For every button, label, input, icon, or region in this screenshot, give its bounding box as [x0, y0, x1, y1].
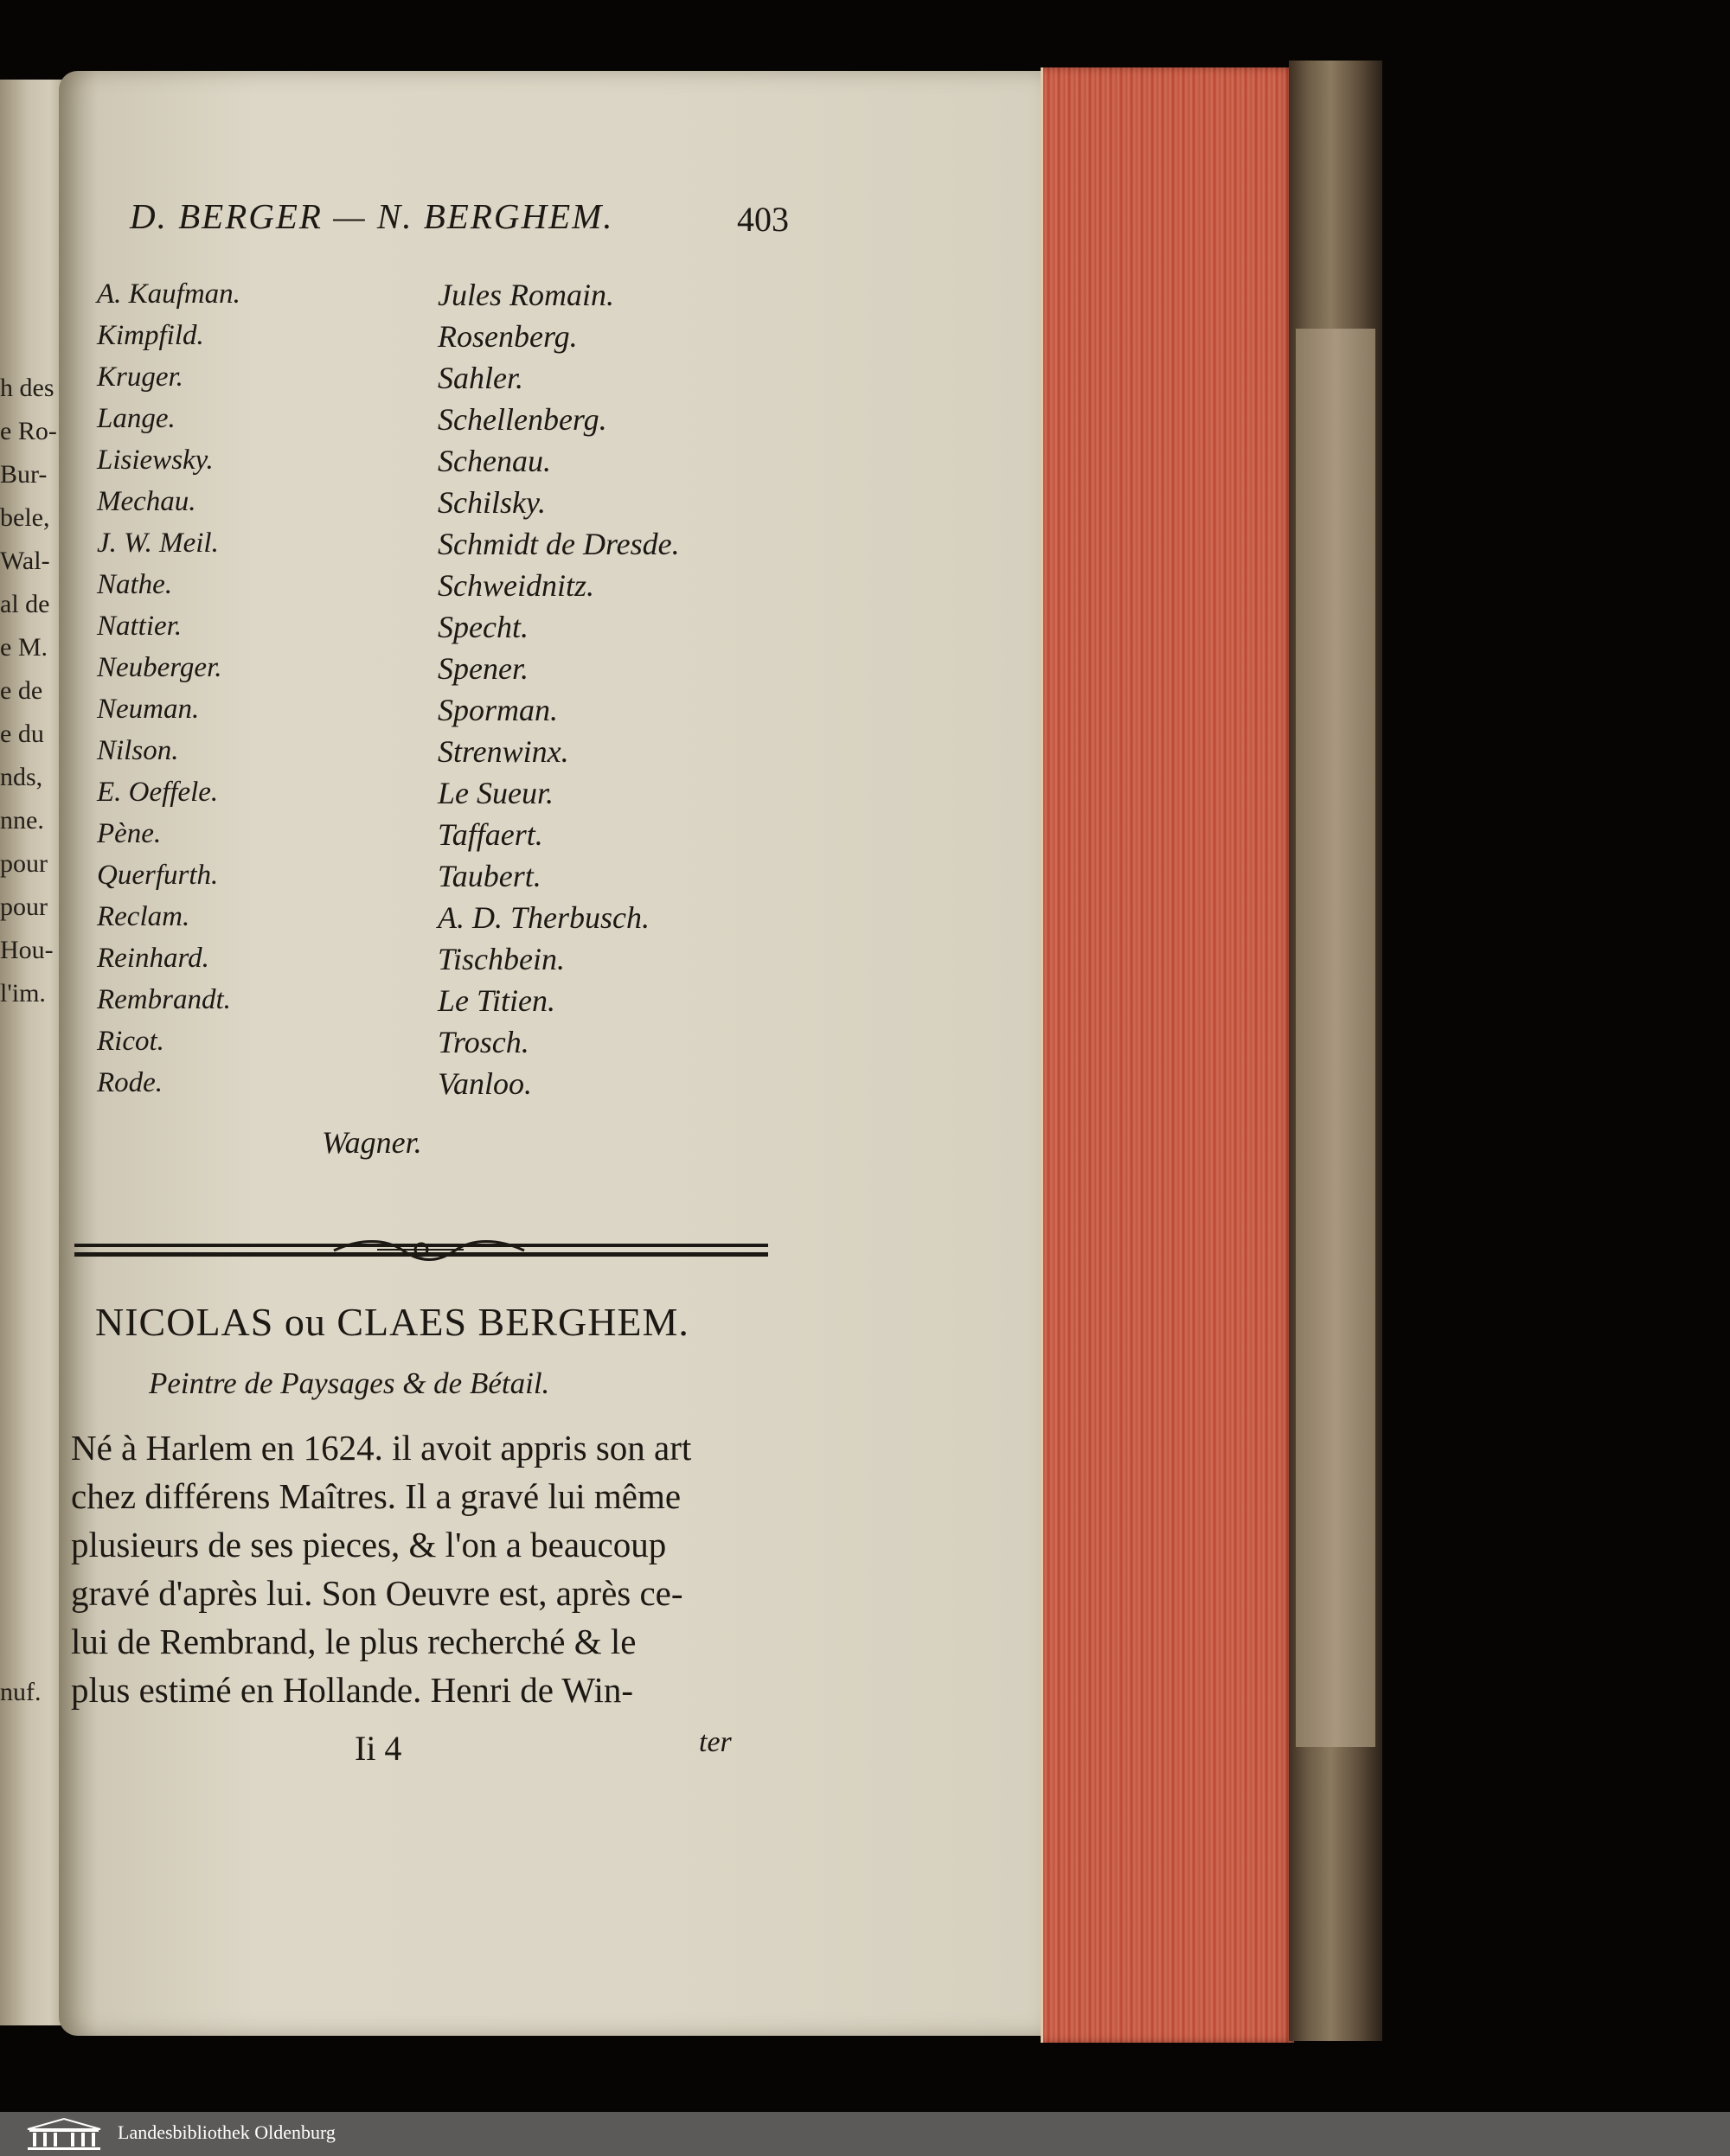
catchword: ter: [699, 1726, 732, 1758]
list-item: E. Oeffele.: [97, 777, 219, 808]
fragment: h des: [0, 374, 54, 402]
running-title: D. BERGER — N. BERGHEM.: [130, 196, 614, 236]
list-item: Neuberger.: [97, 652, 222, 683]
fragment: e du: [0, 720, 44, 748]
right-page: [59, 71, 1041, 2036]
body-line: plus estimé en Hollande. Henri de Win-: [71, 1670, 634, 1710]
ornamental-rule: [74, 1235, 768, 1266]
spine-label: [1296, 329, 1375, 1747]
fragment: pour: [0, 892, 48, 921]
signature-mark: Ii 4: [355, 1729, 402, 1768]
list-item: Schweidnitz.: [438, 568, 594, 603]
list-item: Le Titien.: [438, 983, 556, 1018]
list-item: Taubert.: [438, 859, 541, 893]
fragment: Bur-: [0, 460, 48, 489]
list-item: Ricot.: [97, 1026, 164, 1057]
section-title: NICOLAS ou CLAES BERGHEM.: [95, 1300, 689, 1344]
list-item: J. W. Meil.: [97, 528, 219, 559]
fragment: e Ro-: [0, 417, 57, 445]
list-item: Rode.: [97, 1067, 163, 1098]
list-item: Kimpfild.: [97, 320, 204, 351]
list-item: Nilson.: [97, 735, 179, 766]
list-item: Nathe.: [97, 569, 173, 600]
list-item: A. D. Therbusch.: [438, 900, 650, 935]
list-item: Lisiewsky.: [97, 445, 214, 476]
list-item: Specht.: [438, 610, 529, 644]
list-item: Pène.: [97, 818, 162, 849]
list-item: Lange.: [97, 403, 176, 434]
list-item: Schilsky.: [438, 485, 546, 520]
list-item: Schenau.: [438, 444, 551, 478]
body-line: chez différens Maîtres. Il a gravé lui même: [71, 1476, 682, 1516]
list-item: Neuman.: [97, 694, 200, 725]
list-item: Rosenberg.: [438, 319, 578, 354]
list-item: Kruger.: [97, 361, 183, 393]
list-item: A. Kaufman.: [97, 278, 240, 310]
fragment: Hou-: [0, 936, 54, 964]
body-line: lui de Rembrand, le plus recherché & le: [71, 1622, 637, 1661]
page-fore-edge: [1041, 67, 1294, 2043]
list-item-centered: Wagner.: [322, 1125, 422, 1160]
list-item: Sahler.: [438, 361, 523, 395]
fragment: al de: [0, 590, 50, 618]
list-item: Le Sueur.: [438, 776, 554, 810]
list-item: Schmidt de Dresde.: [438, 527, 680, 561]
fragment: nne.: [0, 806, 44, 835]
list-item: Nattier.: [97, 611, 183, 642]
footer-library-name: Landesbibliothek Oldenburg: [118, 2121, 336, 2143]
list-item: Reinhard.: [97, 943, 209, 974]
body-line: plusieurs de ses pieces, & l'on a beaucoup: [71, 1525, 667, 1564]
list-item: Trosch.: [438, 1025, 529, 1059]
fragment: e M.: [0, 633, 48, 662]
list-item: Jules Romain.: [438, 278, 614, 312]
list-item: Querfurth.: [97, 860, 219, 891]
list-item: Reclam.: [97, 901, 190, 932]
list-item: Tischbein.: [438, 942, 566, 976]
fragment: e de: [0, 676, 43, 705]
list-item: Spener.: [438, 651, 529, 686]
fragment: nds,: [0, 763, 43, 791]
list-item: Vanloo.: [438, 1066, 533, 1101]
library-building-icon: [24, 2117, 104, 2152]
footer-bar: [0, 2112, 1730, 2156]
list-item: Sporman.: [438, 693, 559, 727]
section-subtitle: Peintre de Paysages & de Bétail.: [149, 1366, 550, 1400]
list-item: Schellenberg.: [438, 402, 607, 437]
list-item: Strenwinx.: [438, 734, 569, 769]
fragment: nuf.: [0, 1678, 42, 1706]
page-number: 403: [737, 200, 789, 239]
fragment: l'im.: [0, 979, 46, 1008]
list-item: Taffaert.: [438, 817, 543, 852]
list-item: Mechau.: [97, 486, 196, 517]
body-line: gravé d'après lui. Son Oeuvre est, après ce-: [71, 1573, 683, 1613]
fragment: pour: [0, 849, 48, 878]
body-line: Né à Harlem en 1624. il avoit appris son art: [71, 1428, 692, 1468]
list-item: Rembrandt.: [97, 984, 231, 1015]
fragment: Wal-: [0, 547, 50, 575]
fragment: bele,: [0, 503, 50, 532]
